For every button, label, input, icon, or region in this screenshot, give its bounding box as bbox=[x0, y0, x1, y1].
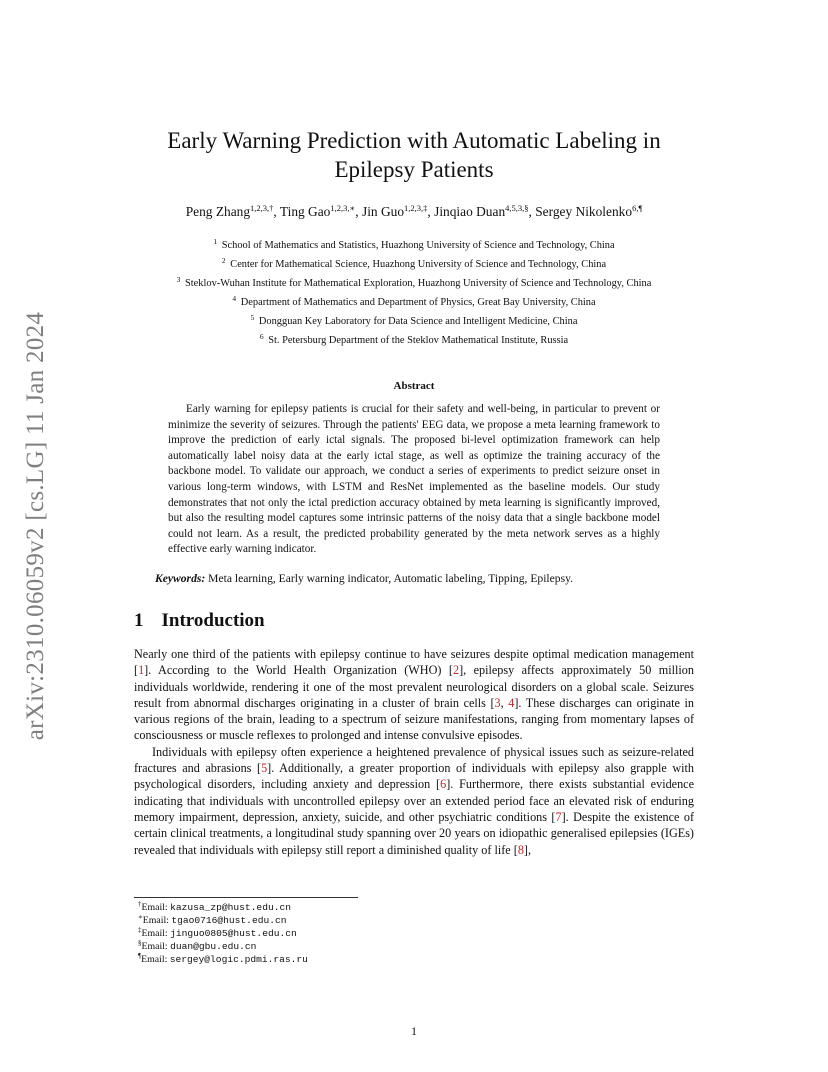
paper-title bbox=[134, 126, 694, 184]
footnote-mark: § bbox=[138, 939, 142, 947]
citation-link[interactable]: 1 bbox=[138, 663, 145, 678]
citation-link[interactable]: 4 bbox=[508, 695, 515, 710]
author-affiliation-marks: 1,2,3,∗ bbox=[330, 203, 356, 213]
citation-link[interactable]: 2 bbox=[452, 663, 460, 678]
intro-text: Nearly one third of the patients with epilepsy continue to have seizures despite optimal medication management [ bbox=[134, 647, 694, 678]
affiliation-item bbox=[100, 236, 728, 255]
footnote-item bbox=[138, 927, 308, 940]
intro-text: ], bbox=[523, 842, 532, 857]
intro-text: ]. According to the World Health Organization (WHO) [ bbox=[144, 663, 453, 678]
affiliation-text: School of Mathematics and Statistics, Huazhong University of Science and Technology, China bbox=[221, 240, 615, 251]
author-affiliation-marks: 6,¶ bbox=[632, 203, 643, 213]
abstract-body: Early warning for epilepsy patients is crucial for their safety and well-being, in particular to prevent or minimize the severity of seizures. Through the patients' EEG data, we propose a meta learning framework to improve the prediction of early ictal signals. The proposed bi-level optimization framework can help automatically label noisy data at the early ictal stage, as well as optimize the training accuracy of the backbone model. To validate our approach, we conduct a series of experiments to predict seizure onset in various long-term windows, with LSTM and ResNet implemented as the baseline models. Our study demonstrates that not only the ictal prediction accuracy obtained by meta learning is significantly improved, but also the resulting model captures some intrinsic patterns of the noisy data that a single backbone model could not learn. As a result, the predicted probability generated by the meta network serves as a highly effective early warning indicator. bbox=[168, 403, 660, 556]
affiliation-text: Dongguan Key Laboratory for Data Science and Intelligent Medicine, China bbox=[258, 316, 578, 327]
affiliation-text: Steklov-Wuhan Institute for Mathematical Exploration, Huazhong University of Science and Technology, China bbox=[185, 278, 652, 289]
intro-text: ], epilepsy affects approximately 50 million individuals worldwide, rendering it one of the most prevalent neurological disorders on a global scale. Seizures result from abnormal discharges originating in a cluster of brain cells [ bbox=[134, 663, 694, 710]
author-name: Sergey Nikolenko bbox=[535, 204, 633, 219]
footnote-mark: † bbox=[138, 900, 142, 908]
author-name: Jinqiao Duan bbox=[434, 204, 506, 219]
author-list: Peng Zhang$^{1,2,3,\dagger}$, Ting Gao$^{1,2,3,∗}$, Jin Guo$^{1,2,3,\ddagger}$, Jinqiao Duan$^{4,5,3,\S}$, Sergey Nikolenko$^{6,\P}$ bbox=[185, 203, 643, 219]
intro-text: , bbox=[500, 695, 509, 710]
author-name: Ting Gao bbox=[279, 204, 331, 219]
email-address[interactable]: kazusa_zp@hust.edu.cn bbox=[170, 902, 291, 913]
citation-link[interactable]: 7 bbox=[555, 809, 562, 824]
intro-text: ]. These discharges can originate in various regions of the brain, leading to a spectrum of seizure manifestations, ranging from momentary lapses of consciousness or muscle reflexes to prolonged and intense convulsive episodes. bbox=[134, 695, 694, 743]
footnote-label: Email: bbox=[141, 941, 168, 952]
affiliation-text: Department of Mathematics and Department of Physics, Great Bay University, China bbox=[240, 297, 596, 308]
email-address[interactable]: jinguo0805@hust.edu.cn bbox=[170, 928, 297, 939]
footnote-mark: ‡ bbox=[138, 926, 142, 934]
affiliation-number: 3 bbox=[176, 275, 181, 284]
affiliation-text: St. Petersburg Department of the Steklov Mathematical Institute, Russia bbox=[268, 335, 569, 346]
page-number: 1 bbox=[411, 1024, 417, 1038]
footnote-item bbox=[138, 940, 308, 953]
affiliation-number: 5 bbox=[250, 313, 255, 322]
affiliation-item bbox=[100, 274, 728, 293]
intro-paragraph-2 bbox=[134, 744, 694, 858]
citation-link[interactable]: 8 bbox=[517, 842, 524, 857]
intro-paragraph-1 bbox=[134, 646, 694, 744]
affiliation-number: 2 bbox=[221, 256, 226, 265]
author-name: Jin Guo bbox=[361, 204, 405, 219]
affiliation-item bbox=[100, 293, 728, 312]
keywords-text: Meta learning, Early warning indicator, Automatic labeling, Tipping, Epilepsy. bbox=[208, 572, 574, 585]
footnote-label: Email: bbox=[141, 928, 168, 939]
footnote-mark: ¶ bbox=[138, 952, 142, 960]
footnote-label: Email: bbox=[141, 954, 168, 965]
citation-link[interactable]: 5 bbox=[261, 761, 268, 776]
affiliation-list bbox=[100, 236, 728, 350]
paper-title-line-1: Early Warning Prediction with Automatic Labeling in bbox=[167, 128, 661, 153]
citation-link[interactable]: 6 bbox=[440, 777, 447, 792]
footnote-item bbox=[138, 901, 308, 914]
paper-title-line-2: Epilepsy Patients bbox=[334, 157, 494, 182]
affiliation-item bbox=[100, 312, 728, 331]
author-affiliation-marks: 1,2,3,† bbox=[250, 203, 274, 213]
citation-link[interactable]: 3 bbox=[494, 695, 501, 710]
author-affiliation-marks: 1,2,3,‡ bbox=[404, 203, 428, 213]
author-affiliation-marks: 4,5,3,§ bbox=[505, 203, 529, 213]
arxiv-identifier-stamp: arXiv:2310.06059v2 [cs.LG] 11 Jan 2024 bbox=[22, 311, 49, 741]
intro-text: ]. Furthermore, there exists substantial evidence indicating that individuals with uncontrolled epilepsy over an extended period face an elevated risk of enduring memory impairment, depression, anxiety, suicide, and other psychiatric conditions [ bbox=[134, 777, 694, 824]
affiliation-number: 4 bbox=[232, 294, 237, 303]
footnote-list bbox=[138, 901, 308, 966]
intro-text: ]. Despite the existence of certain clinical treatments, a longitudinal study spanning over 20 years on idiopathic generalised epilepsies (IGEs) revealed that individuals with epilepsy still report a diminished quality of life [ bbox=[134, 809, 695, 857]
keywords-label: Keywords: bbox=[155, 572, 206, 585]
footnote-label: Email: bbox=[141, 902, 168, 913]
email-address[interactable]: sergey@logic.pdmi.ras.ru bbox=[169, 954, 308, 965]
affiliation-number: 1 bbox=[213, 237, 218, 246]
email-address[interactable]: tgao0716@hust.edu.cn bbox=[171, 915, 287, 926]
email-address[interactable]: duan@gbu.edu.cn bbox=[170, 941, 257, 952]
affiliation-number: 6 bbox=[259, 332, 264, 341]
introduction-body bbox=[134, 646, 694, 858]
section-number: 1 bbox=[134, 610, 144, 631]
affiliation-text: Center for Mathematical Science, Huazhong University of Science and Technology, China bbox=[230, 259, 607, 270]
section-heading-introduction bbox=[134, 610, 265, 632]
section-title: Introduction bbox=[161, 610, 265, 631]
footnote-divider bbox=[134, 897, 358, 898]
footnote-item bbox=[138, 953, 308, 966]
footnote-item bbox=[138, 914, 308, 927]
keywords-line bbox=[155, 572, 715, 585]
footnote-label: Email: bbox=[142, 915, 169, 926]
abstract-heading: Abstract bbox=[393, 380, 435, 392]
author-name: Peng Zhang bbox=[185, 204, 251, 219]
intro-text: ]. Additionally, a greater proportion of individuals with epilepsy also grapple with psychological disorders, including anxiety and depression [ bbox=[134, 761, 694, 792]
affiliation-item bbox=[100, 331, 728, 350]
affiliation-item bbox=[100, 255, 728, 274]
footnote-mark: ∗ bbox=[138, 913, 143, 921]
intro-text: Individuals with epilepsy often experience a heightened prevalence of physical issues such as seizure-related fractures and abrasions [ bbox=[134, 744, 694, 776]
